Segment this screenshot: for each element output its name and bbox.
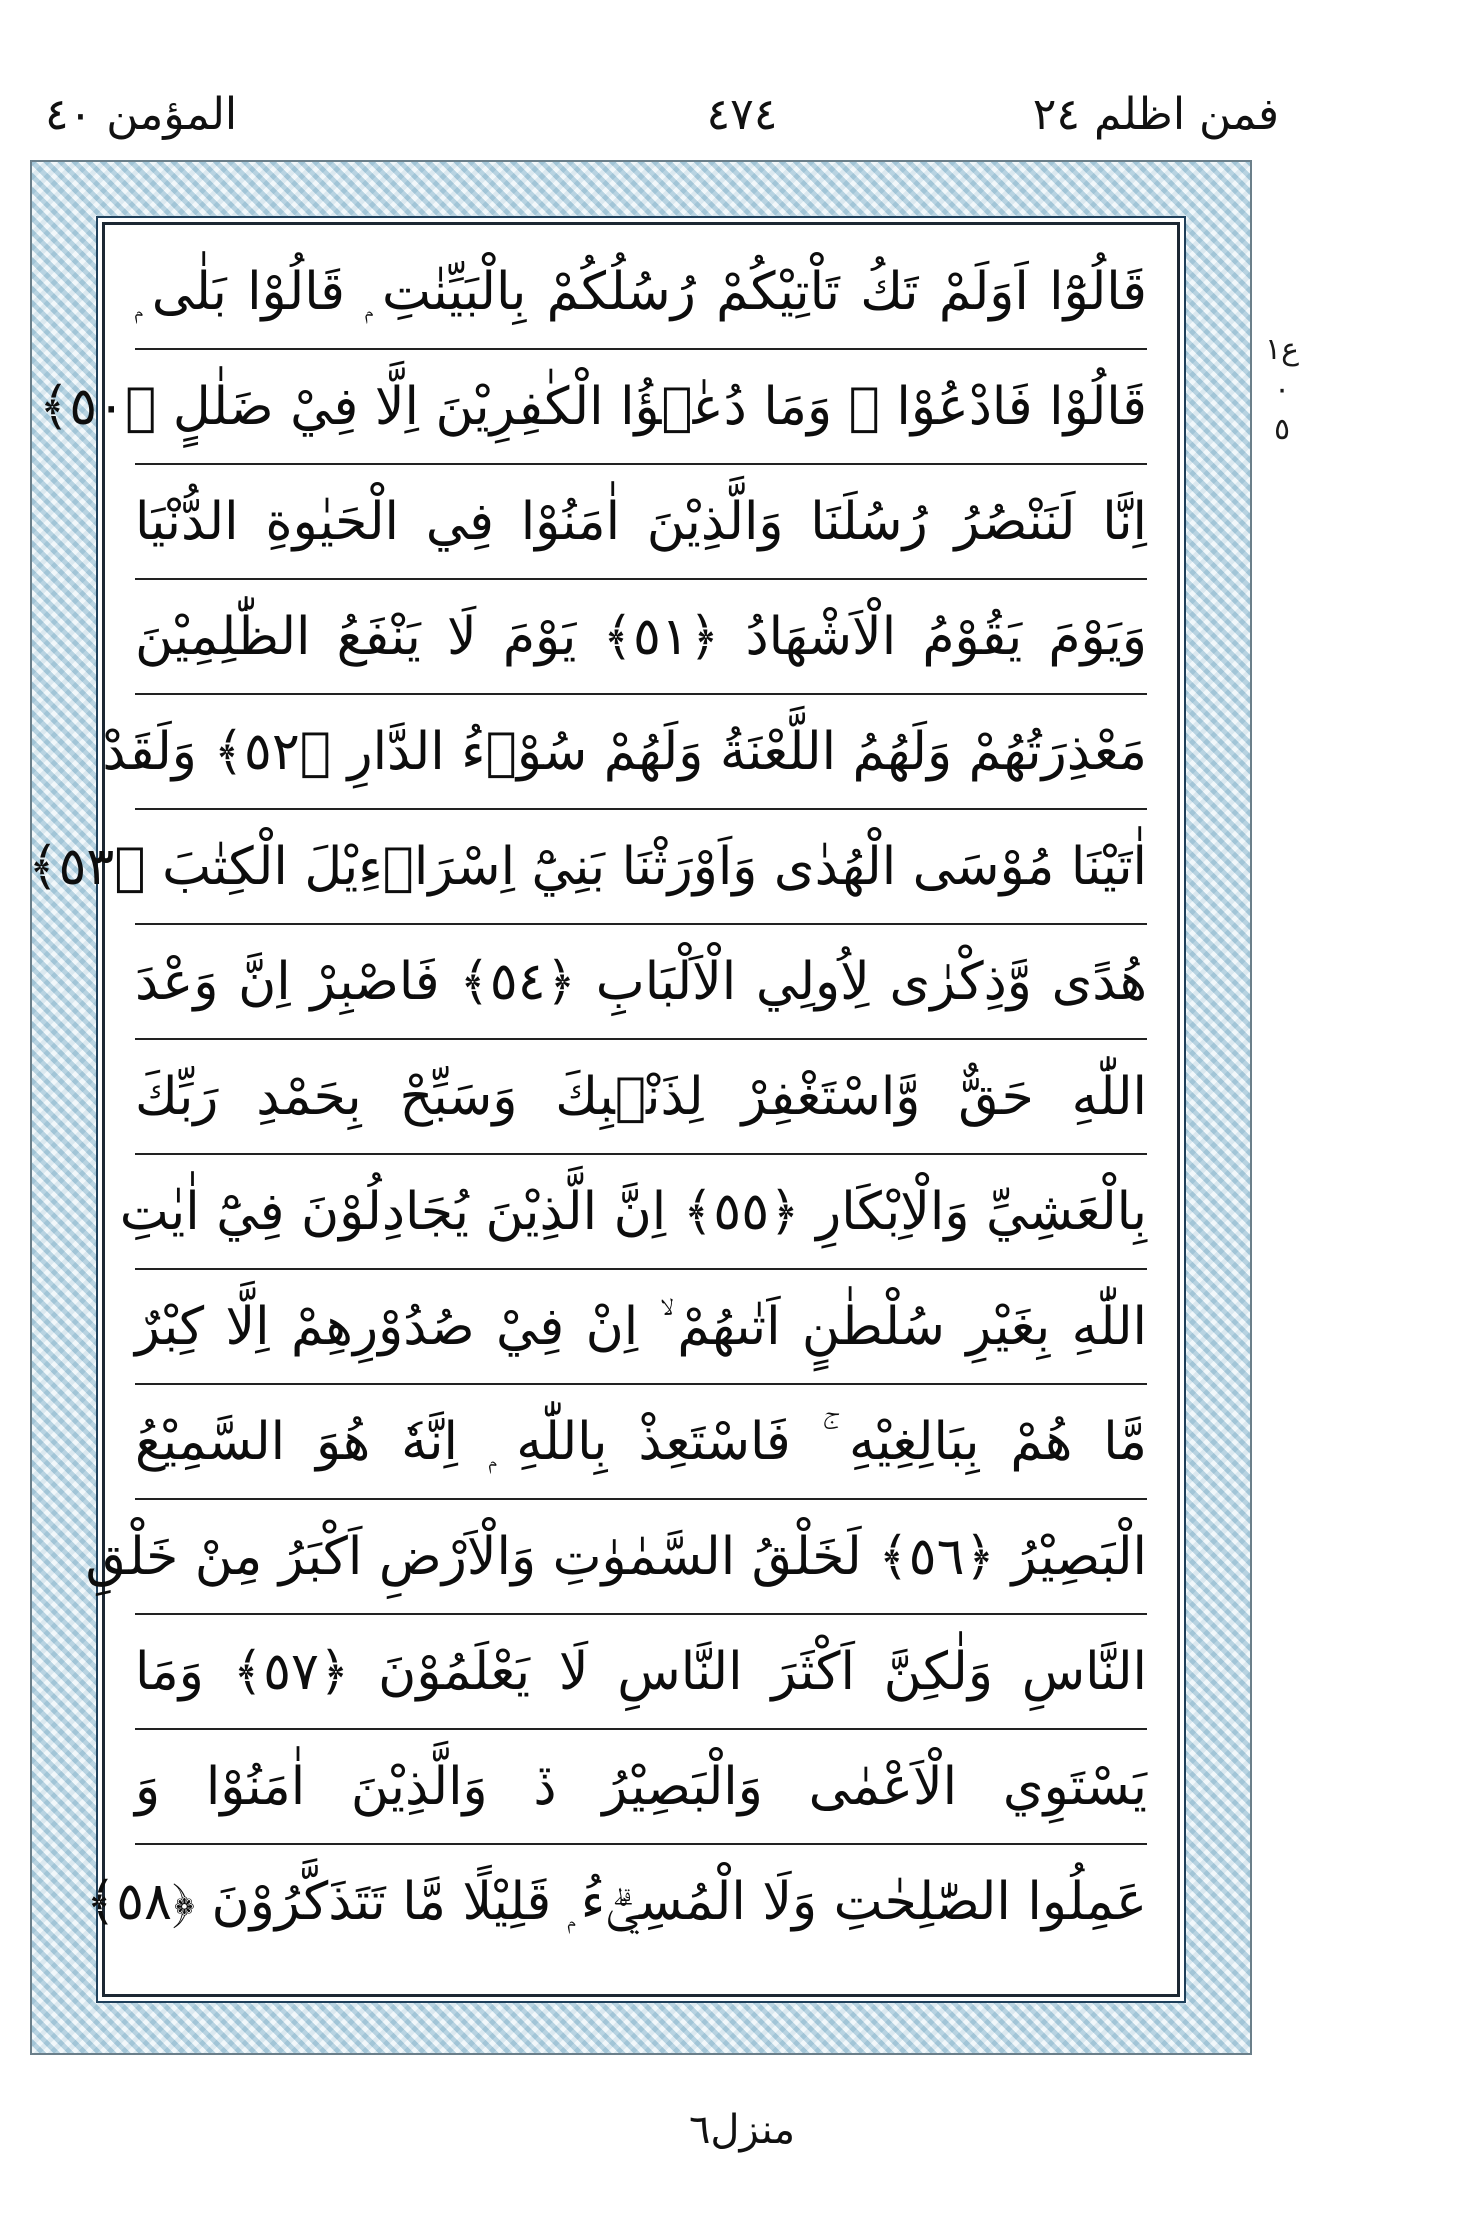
- verse-line-12: الْبَصِيْرُ ﴿٥٦﴾ لَخَلْقُ السَّمٰوٰتِ وَالْاَرْضِ اَكْبَرُ مِنْ خَلْقِ: [85, 1527, 1147, 1587]
- verse-line-6: اٰتَيْنَا مُوْسَى الْهُدٰى وَاَوْرَثْنَا بَنِيْٓ اِسْرَاۗءِيْلَ الْكِتٰبَ ﴿٥٣﴾: [28, 837, 1147, 897]
- verse-line-4: وَيَوْمَ يَقُوْمُ الْاَشْهَادُ ﴿٥١﴾ يَوْمَ لَا يَنْفَعُ الظّٰلِمِيْنَ: [135, 607, 1147, 667]
- decorative-page-border: [30, 160, 1252, 2055]
- text-panel: [28, 222, 1180, 1997]
- verse-line-13: النَّاسِ وَلٰكِنَّ اَكْثَرَ النَّاسِ لَا يَعْلَمُوْنَ ﴿٥٧﴾ وَمَا: [135, 1642, 1148, 1702]
- verse-line-3: اِنَّا لَنَنْصُرُ رُسُلَنَا وَالَّذِيْنَ اٰمَنُوْا فِي الْحَيٰوةِ الدُّنْيَا: [135, 492, 1147, 552]
- verse-line-8: اللّٰهِ حَقٌّ وَّاسْتَغْفِرْ لِذَنْۢبِكَ وَسَبِّحْ بِحَمْدِ رَبِّكَ: [135, 1067, 1147, 1127]
- verse-line-14: يَسْتَوِي الْاَعْمٰى وَالْبَصِيْرُ ڏ وَالَّذِيْنَ اٰمَنُوْا وَ: [135, 1757, 1147, 1817]
- verse-line-15: عَمِلُوا الصّٰلِحٰتِ وَلَا الْمُسِيْۗءُ ۭ قَلِيْلًا مَّا تَتَذَكَّرُوْنَ ﴿٥٨﴾: [85, 1872, 1147, 1932]
- verse-line-7: هُدًى وَّذِكْرٰى لِاُولِي الْاَلْبَابِ ﴿٥٤﴾ فَاصْبِرْ اِنَّ وَعْدَ: [135, 952, 1147, 1012]
- verse-line-2: قَالُوْا فَادْعُوْا ۚ وَمَا دُعٰۗؤُا الْكٰفِرِيْنَ اِلَّا فِيْ ضَلٰلٍ ﴿٥٠﴾: [38, 377, 1147, 437]
- verse-line-5: مَعْذِرَتُهُمْ وَلَهُمُ اللَّعْنَةُ وَلَهُمْ سُوْۗءُ الدَّارِ ﴿٥٢﴾ وَلَقَدْ: [102, 722, 1147, 782]
- verse-line-1: قَالُوْٓا اَوَلَمْ تَكُ تَاْتِيْكُمْ رُسُلُكُمْ بِالْبَيِّنٰتِ ۭ قَالُوْا بَلٰى ۭ: [135, 262, 1147, 322]
- header-juz-label: فمن اظلم ٢٤: [1032, 89, 1279, 140]
- manzil-label: منزل٦: [688, 2107, 796, 2153]
- ruku-marker: ع١٠ ٥: [1264, 332, 1300, 447]
- verse-line-9: بِالْعَشِيِّ وَالْاِبْكَارِ ﴿٥٥﴾ اِنَّ الَّذِيْنَ يُجَادِلُوْنَ فِيْٓ اٰيٰتِ: [119, 1182, 1147, 1242]
- page-number: ٤٧٤: [706, 89, 778, 140]
- verse-line-10: اللّٰهِ بِغَيْرِ سُلْطٰنٍ اَتٰىهُمْ ۙ اِنْ فِيْ صُدُوْرِهِمْ اِلَّا كِبْرٌ: [135, 1297, 1147, 1357]
- header-surah-label: المؤمن ٤٠: [45, 89, 238, 140]
- verse-line-11: مَّا هُمْ بِبَالِغِيْهِ ۚ فَاسْتَعِذْ بِاللّٰهِ ۭ اِنَّهٗ هُوَ السَّمِيْعُ: [135, 1412, 1147, 1472]
